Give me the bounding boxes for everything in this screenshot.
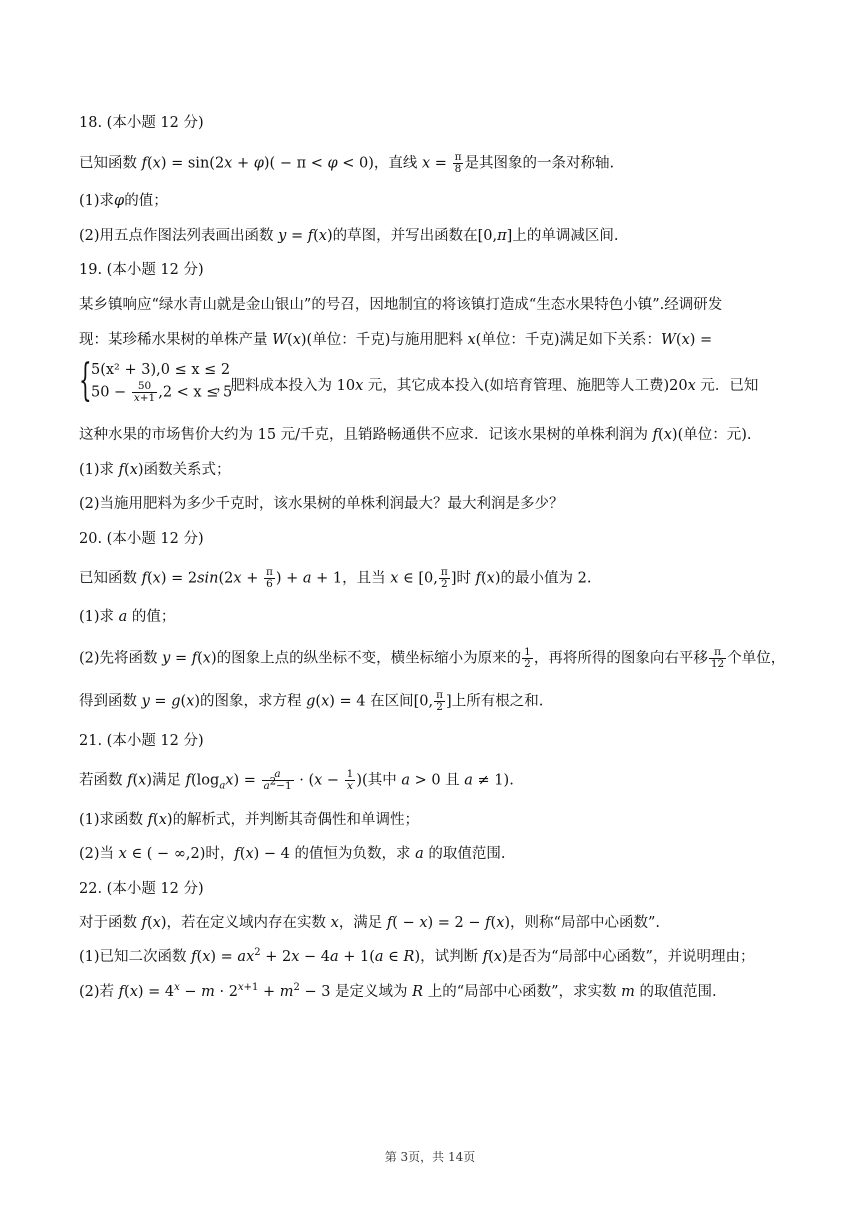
q19-part2: (2)当施用肥料为多少千克时，该水果树的单株利润最大？最大利润是多少？	[79, 496, 564, 512]
q18-header: 18. (本小题 12 分)	[79, 115, 204, 131]
q21-part1: (1)求函数 f(x)的解析式，并判断其奇偶性和单调性；	[79, 812, 420, 828]
q22-part2: (2)若 $f(x) = 4^x - m \cdot 2^{x+1} + m^2 - 3$ 是定义域为 R 上的“局部中心函数”，求实数 m 的取值范围.	[79, 982, 717, 1000]
q19-line1: 某乡镇响应“绿水青山就是金山银山”的号召，因地制宜的将该镇打造成“生态水果特色小镇”.经调研发	[79, 297, 723, 313]
q18-stem: 已知函数 f(x) = sin(2x + φ)( − π < φ < 0)，直线 x = $\frac{\pi}{8}$ 是其图象的一条对称轴.	[79, 151, 615, 175]
q20-stem: 已知函数 f(x) = 2sin(2x + $\frac{\pi}{6}$ ) + a + 1，且当 x ∈ [0, $\frac{\pi}{2}$ ]时 f(x)的最小值为 2.	[79, 566, 592, 590]
q19-case2: 50 − $\frac{50}{x+1}$ ,2 < x ≤ 5	[91, 380, 233, 404]
q20-part1: (1)求 a 的值；	[79, 609, 176, 625]
q22-header: 22. (本小题 12 分)	[79, 881, 204, 897]
q19-part1: (1)求 f(x)函数关系式；	[79, 462, 231, 478]
q20-part2: (2)先将函数 y = f(x)的图象上点的纵坐标不变，横坐标缩小为原来的 $\frac{1}{2}$ ，再将所得的图象向右平移 $\frac{\pi}{12}$ 个单位，	[79, 646, 786, 670]
q21-stem: 若函数 f(x)满足 $f(\log_ax)$ = $\frac{a}{a^2-1}$ · (x − $\frac{1}{x}$ )(其中 a > 0 且 a ≠ 1).	[79, 768, 514, 792]
q19-line2: 现：某珍稀水果树的单株产量 W(x)(单位：千克)与施用肥料 x(单位：千克)满足如下关系：W(x) =	[79, 332, 713, 348]
q22-part1: (1)已知二次函数 $f(x) = ax^2 + 2x - 4a + 1(a$ ∈ R)，试判断 f(x)是否为“局部中心函数”，并说明理由；	[79, 947, 755, 965]
q21-part2: (2)当 x ∈ ( − ∞,2)时，f(x) − 4 的值恒为负数，求 a 的取值范围.	[79, 846, 506, 862]
q20-header: 20. (本小题 12 分)	[79, 531, 204, 547]
q19-line3: ，肥料成本投入为 10x 元，其它成本投入(如培育管理、施肥等人工费)20x 元．已知	[216, 378, 759, 394]
q20-part2-cont: 得到函数 y = g(x)的图象，求方程 g(x) = 4 在区间[0, $\frac{\pi}{2}$ ]上所有根之和.	[79, 689, 544, 713]
q22-stem: 对于函数 f(x)，若在定义域内存在实数 x，满足 f( − x) = 2 − f(x)，则称“局部中心函数”.	[79, 915, 660, 931]
q19-line4: 这种水果的市场售价大约为 15 元/千克，且销路畅通供不应求．记该水果树的单株利润为 f(x)(单位：元).	[79, 427, 752, 443]
page-footer: 第 3页，共 14页	[384, 1150, 476, 1164]
q19-piecewise: { 5(x² + 3),0 ≤ x ≤ 2 50 − $\frac{50}{x+1}$ ,2 < x ≤ 5	[79, 355, 233, 406]
q19-case1: 5(x² + 3),0 ≤ x ≤ 2	[91, 362, 231, 378]
q21-header: 21. (本小题 12 分)	[79, 733, 204, 749]
q18-part2: (2)用五点作图法列表画出函数 y = f(x)的草图，并写出函数在[0,π]上的单调减区间.	[79, 228, 619, 244]
q19-header: 19. (本小题 12 分)	[79, 262, 204, 278]
q18-part1: (1)求φ的值；	[79, 193, 168, 209]
